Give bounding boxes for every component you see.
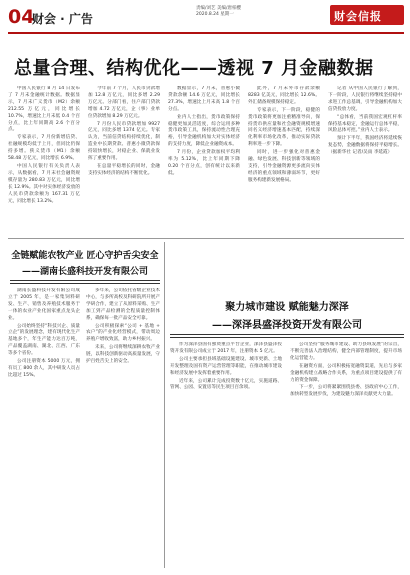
paragraph: 未来，公司将继续深耕农牧产业链，以科技创新驱动高质量发展，守护百姓舌尖上的安全。 <box>86 345 160 365</box>
main-article-col-5 <box>328 86 402 234</box>
left-article-headline: 全链赋能农牧产业 匠心守护舌尖安全 <box>11 251 159 261</box>
header-meta <box>196 6 241 18</box>
right-article-headline: 聚力城市建设 赋能魅力深泽 <box>225 302 349 313</box>
paragraph: 下一步，公司将紧紧围绕县委、县政府中心工作，加快转型发展步伐，为建设魅力深泽贡献更大力量。 <box>290 385 402 398</box>
paragraph: 同时，进一步强化对普惠金融、绿色发展、科技创新等领域的支持，引导金融资源更多流向实体经济的重点领域和薄弱环节，更好服务构建新发展格局。 <box>248 150 320 183</box>
main-article-col-4 <box>248 86 320 234</box>
page-header <box>0 0 410 38</box>
paragraph: 公司积极探索“公司 + 基地 + 农户”的产业化经营模式，带动周边养殖户增收致富，助力乡村振兴。 <box>86 323 160 343</box>
paragraph: 专家表示，7 月份新增信贷、社融规模均低于上月，但同比仍保持多增。狭义货币（M1）余额 58.48 万亿元，同比增长 6.9%。 <box>8 135 80 162</box>
left-article-col-1 <box>8 288 80 568</box>
paragraph: 多年来，公司依托省级企业技术中心，与多所高校及科研院所开展产学研合作，建立了从原料采购、生产加工到产品检测的全程质量控制体系，确保每一批产品安全可靠。 <box>86 288 160 321</box>
paragraph: 公司注册资本 5000 万元，拥有员工 800 余人，其中研发人员占比超过 15%。 <box>8 359 80 378</box>
editor-line: 责编/刘艺 美编/唐柏樱 <box>196 6 241 11</box>
column-divider <box>164 242 165 568</box>
paragraph: 专家表示，下一阶段，稳健的货币政策将更加注重精准导向，保持货币供应量和社会融资规模增速同名义经济增速基本匹配，持续深化利率市场化改革，推动实际贷款利率进一步下降。 <box>248 107 320 148</box>
paragraph: 近年来，公司累计完成投资数十亿元，实施道路、管网、公园、安置房等民生项目百余项。 <box>170 378 282 391</box>
paragraph: 业内人士指出，货币政策保持稳健更加灵活适度，综合运用多种货币政策工具，保持流动性合理充裕，引导金融机构加大对实体经济的支持力度，降低企业融资成本。 <box>168 114 240 148</box>
right-headline-rule <box>170 334 404 338</box>
right-article-subheadline: ——深泽县盛泽投资开发有限公司 <box>212 320 362 331</box>
left-article-subheadline: ——湖南长盛科技开发有限公司 <box>21 267 148 277</box>
section-divider <box>8 238 404 239</box>
paragraph: 此外，7 月末外币存款余额 8283 亿美元，同比增长 12.6%。外汇储备规模保持稳定。 <box>248 86 320 105</box>
paragraph: 7 月份，企业贷款加权平均利率为 5.12%，比上年同期下降 0.20 个百分点，创有统计以来新低。 <box>168 150 240 176</box>
paragraph: 公司主要承担县域基础设施建设、城市更新、土地开发整理及国有资产运营管理等职能，在推动城市建设和经济发展中发挥着重要作用。 <box>170 356 282 376</box>
logo-text: 财会信报 <box>334 10 382 23</box>
paragraph: 公司始终坚持“科技兴企、质量立企”的发展理念，建有现代化生产基地多个，年生产能力达百万吨，产品覆盖湖南、湖北、江西、广东等多个省份。 <box>8 323 80 357</box>
paragraph: 公司坚持“服务城市建设、助力县域发展”的宗旨，不断完善法人治理结构，健全内部管理制度，提升市场化运营能力。 <box>290 342 402 361</box>
paragraph: 预计下半年，我国经济将延续恢复态势，金融数据将保持平稳增长。（据新华社 记者/吴雨 李延霞） <box>328 136 402 156</box>
paragraph: “总体看，当前我国宏观杠杆率保持基本稳定，金融运行总体平稳，风险总体可控。”业内人士表示。 <box>328 114 402 134</box>
newspaper-logo <box>330 5 404 25</box>
paragraph: 在融资方面，公司积极拓宽融资渠道，先后与多家金融机构建立战略合作关系，为重点项目建设提供了有力的资金保障。 <box>290 363 402 383</box>
paragraph: 记者 从中国人民银行了解到，下一阶段，人民银行将继续坚持稳中求进工作总基调，引导金融机构加大信贷投放力度。 <box>328 86 402 112</box>
main-article-col-3 <box>168 86 240 234</box>
paragraph: 中国人民银行 8 月 14 日发布了 7 月末金融统计数据。数据显示，7 月末广义货币（M2）余额 212.55 万亿元，同比增长 10.7%，增速比上月末低 0.4 个百分点，比上年同期高 2.6 个百分点。 <box>8 86 80 133</box>
section-number: 04 <box>8 6 35 28</box>
date-line: 2020.8.24 星期一 <box>196 12 234 17</box>
left-headline-rule <box>10 280 160 284</box>
left-article-col-2 <box>86 288 160 568</box>
section-title: 财会 · 广告 <box>32 12 93 26</box>
right-article-col-2 <box>290 342 402 568</box>
main-article-col-2 <box>88 86 160 234</box>
paragraph: 今年前 7 个月，人民币贷款增加 12.8 万亿元，同比多增 2.29 万亿元。分部门看，住户部门贷款增加 4.72 万亿元，企（事）业单位贷款增加 8.29 万亿元。 <box>88 86 160 119</box>
paragraph: 7 月份人民币贷款增加 9927 亿元，同比多增 1374 亿元。专家认为，当前信贷结构持续优化，制造业中长期贷款、普惠小微贷款保持较快增长，对稳企业、保就业发挥了重要作用。 <box>88 121 160 162</box>
paragraph: 在总量平稳增长的同时，金融支持实体经济的结构不断优化。 <box>88 163 160 176</box>
paragraph: 湖南长盛科技开发有限公司成立于 2005 年，是一家集饲料研发、生产、销售及养殖技术服务于一体的农业产业化国家重点龙头企业。 <box>8 288 80 321</box>
right-article-col-1 <box>170 342 282 568</box>
header-rule <box>8 32 404 34</box>
paragraph: 数据显示，7 月末，普惠小微贷款余额 14.6 万亿元，同比增长 27.3%，增速比上月末高 1.8 个百分点。 <box>168 86 240 112</box>
main-article-col-1 <box>8 86 80 234</box>
paragraph: 作为深泽县国有独资重点平台企业，深泽县盛泽投资开发有限公司成立于 2017 年，注册资本 5 亿元。 <box>170 342 282 354</box>
paragraph: 中国人民银行有关负责人表示，从数据看，7 月末社会融资规模存量为 280.83 万亿元，同比增长 12.9%。其中对实体经济发放的人民币贷款余额为 167.31 万亿元，同比增长 13.2%。 <box>8 163 80 204</box>
main-headline: 总量合理、结构优化——透视 7 月金融数据 <box>14 58 374 79</box>
